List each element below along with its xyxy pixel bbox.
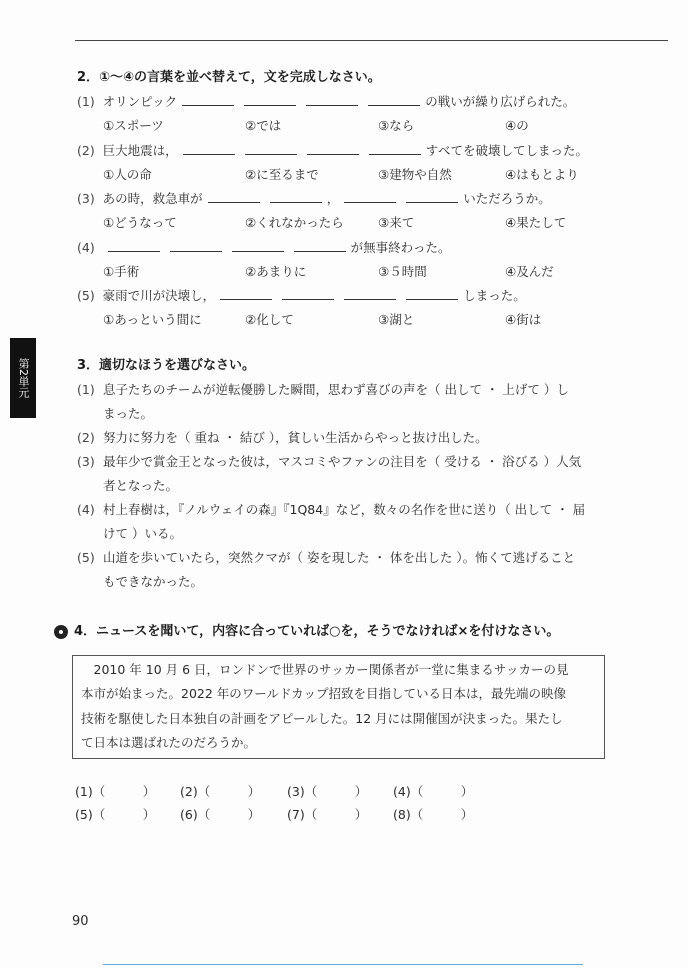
top-rule	[75, 40, 668, 41]
answer-blank[interactable]	[182, 94, 234, 106]
question-prefix: 豪雨で川が決壊し，	[102, 288, 216, 303]
answer-blank[interactable]	[368, 94, 420, 106]
answer-slot: (4)（ ）	[393, 784, 474, 799]
word-option: ①スポーツ	[103, 118, 164, 133]
answer-blank[interactable]	[244, 94, 296, 106]
question-text: もできなかった。	[103, 574, 204, 589]
word-option: ①手術	[103, 263, 140, 279]
blank-separator: ，	[326, 191, 340, 206]
question-suffix: の戦いが繰り広げられた。	[425, 94, 576, 109]
reorder-question	[77, 240, 451, 256]
word-option: ③なら	[378, 118, 415, 133]
word-option: ②では	[245, 118, 282, 133]
answer-blank[interactable]	[170, 240, 222, 252]
word-option: ③５時間	[378, 263, 427, 279]
word-option: ①人の命	[103, 166, 152, 182]
answer-slot: (6)（ ）	[180, 807, 261, 822]
word-option: ②化して	[245, 312, 294, 327]
page-number: 90	[72, 914, 89, 929]
section-4-heading: 4．ニュースを聞いて，内容に合っていれば○を，そうでなければ×を付けなさい。	[74, 624, 560, 639]
word-option: ④はもとより	[505, 166, 579, 182]
word-option: ③湖と	[378, 312, 415, 327]
answer-blank[interactable]	[369, 143, 421, 155]
word-option: ②あまりに	[245, 263, 307, 279]
question-number: (4)	[77, 239, 95, 255]
answer-blank[interactable]	[344, 191, 396, 203]
cd-audio-icon	[54, 625, 68, 639]
answer-blank[interactable]	[406, 288, 458, 300]
reorder-question	[77, 94, 575, 110]
question-text: 山道を歩いていたら，突然クマが（ 姿を現した ・ 体を出した ）。怖くて逃げること	[103, 550, 576, 565]
question-text: 息子たちのチームが逆転優勝した瞬間，思わず喜びの声を（ 出して ・ 上げて ）し	[103, 382, 569, 397]
answer-blank[interactable]	[183, 143, 235, 155]
question-suffix: が無事終わった。	[350, 239, 451, 255]
passage-line: て日本は選ばれたのだろうか。	[81, 735, 257, 750]
word-option: ④街は	[505, 312, 542, 327]
question-number: (1)	[77, 94, 95, 109]
question-text: 最年少で賞金王となった彼は，マスコミやファンの注目を（ 受ける ・ 浴びる ）人気	[103, 454, 582, 469]
answer-slot: (1)（ ）	[75, 784, 156, 799]
question-prefix: オリンピック	[102, 94, 178, 109]
question-number: (3)	[77, 191, 95, 206]
question-text: 村上春樹は，『ノルウェイの森』『1Q84』など，数々の名作を世に送り（ 出して ・ 届	[103, 502, 586, 517]
answer-blank[interactable]	[294, 240, 346, 252]
reorder-question	[77, 143, 588, 159]
question-number: (2)	[77, 430, 95, 445]
bottom-rule	[103, 964, 583, 965]
word-option: ④果たして	[505, 215, 567, 230]
answer-slot: (7)（ ）	[287, 807, 368, 822]
passage-line: 本市が始まった。2022 年のワールドカップ招致を目指している日本は，最先端の映像	[81, 686, 567, 701]
passage-line: 2010 年 10 月 6 日，ロンドンで世界のサッカー関係者が一堂に集まるサッカーの見	[81, 662, 569, 677]
section-2-heading: 2．①〜④の言葉を並べ替えて，文を完成しなさい。	[77, 70, 381, 85]
reorder-question	[77, 288, 526, 304]
question-suffix: しまった。	[463, 288, 526, 303]
word-option: ④の	[505, 118, 529, 133]
answer-blank[interactable]	[406, 191, 458, 203]
answer-slot: (2)（ ）	[180, 784, 261, 799]
question-prefix: あの時，救急車が	[102, 191, 203, 206]
answer-blank[interactable]	[232, 240, 284, 252]
answer-slot: (5)（ ）	[75, 807, 156, 822]
word-option: ②に至るまで	[245, 166, 319, 182]
answer-blank[interactable]	[344, 288, 396, 300]
reorder-question	[77, 191, 551, 207]
question-number: (4)	[77, 502, 95, 517]
question-number: (5)	[77, 288, 95, 303]
answer-slot: (3)（ ）	[287, 784, 368, 799]
section-3-heading: 3．適切なほうを選びなさい。	[77, 358, 256, 373]
answer-blank[interactable]	[208, 191, 260, 203]
unit-tab: 第2単元	[10, 338, 36, 418]
question-number: (1)	[77, 382, 95, 397]
question-suffix: いただろうか。	[463, 191, 551, 206]
answer-blank[interactable]	[270, 191, 322, 203]
word-option: ③来て	[378, 215, 415, 230]
question-number: (3)	[77, 454, 95, 469]
answer-slot: (8)（ ）	[393, 807, 474, 822]
answer-blank[interactable]	[245, 143, 297, 155]
question-text: 努力に努力を（ 重ね ・ 結び ），貧しい生活からやっと抜け出した。	[103, 430, 488, 445]
question-number: (2)	[77, 142, 95, 158]
question-number: (5)	[77, 550, 95, 565]
word-option: ①どうなって	[103, 215, 177, 230]
word-option: ①あっという間に	[103, 312, 202, 327]
question-text: けて ）いる。	[103, 526, 182, 541]
question-text: まった。	[103, 406, 154, 421]
word-option: ④及んだ	[505, 263, 554, 279]
question-text: 者となった。	[103, 478, 179, 493]
word-option: ③建物や自然	[378, 166, 452, 182]
word-option: ②くれなかったら	[245, 215, 344, 230]
question-suffix: すべてを破壊してしまった。	[425, 142, 588, 158]
answer-blank[interactable]	[306, 94, 358, 106]
passage-line: 技術を駆使した日本独自の計画をアピールした。12 月には開催国が決まった。果たし	[81, 711, 563, 726]
answer-blank[interactable]	[108, 240, 160, 252]
news-passage-box	[72, 655, 605, 759]
question-prefix: 巨大地震は，	[102, 142, 178, 158]
answer-blank[interactable]	[220, 288, 272, 300]
answer-blank[interactable]	[282, 288, 334, 300]
answer-blank[interactable]	[307, 143, 359, 155]
